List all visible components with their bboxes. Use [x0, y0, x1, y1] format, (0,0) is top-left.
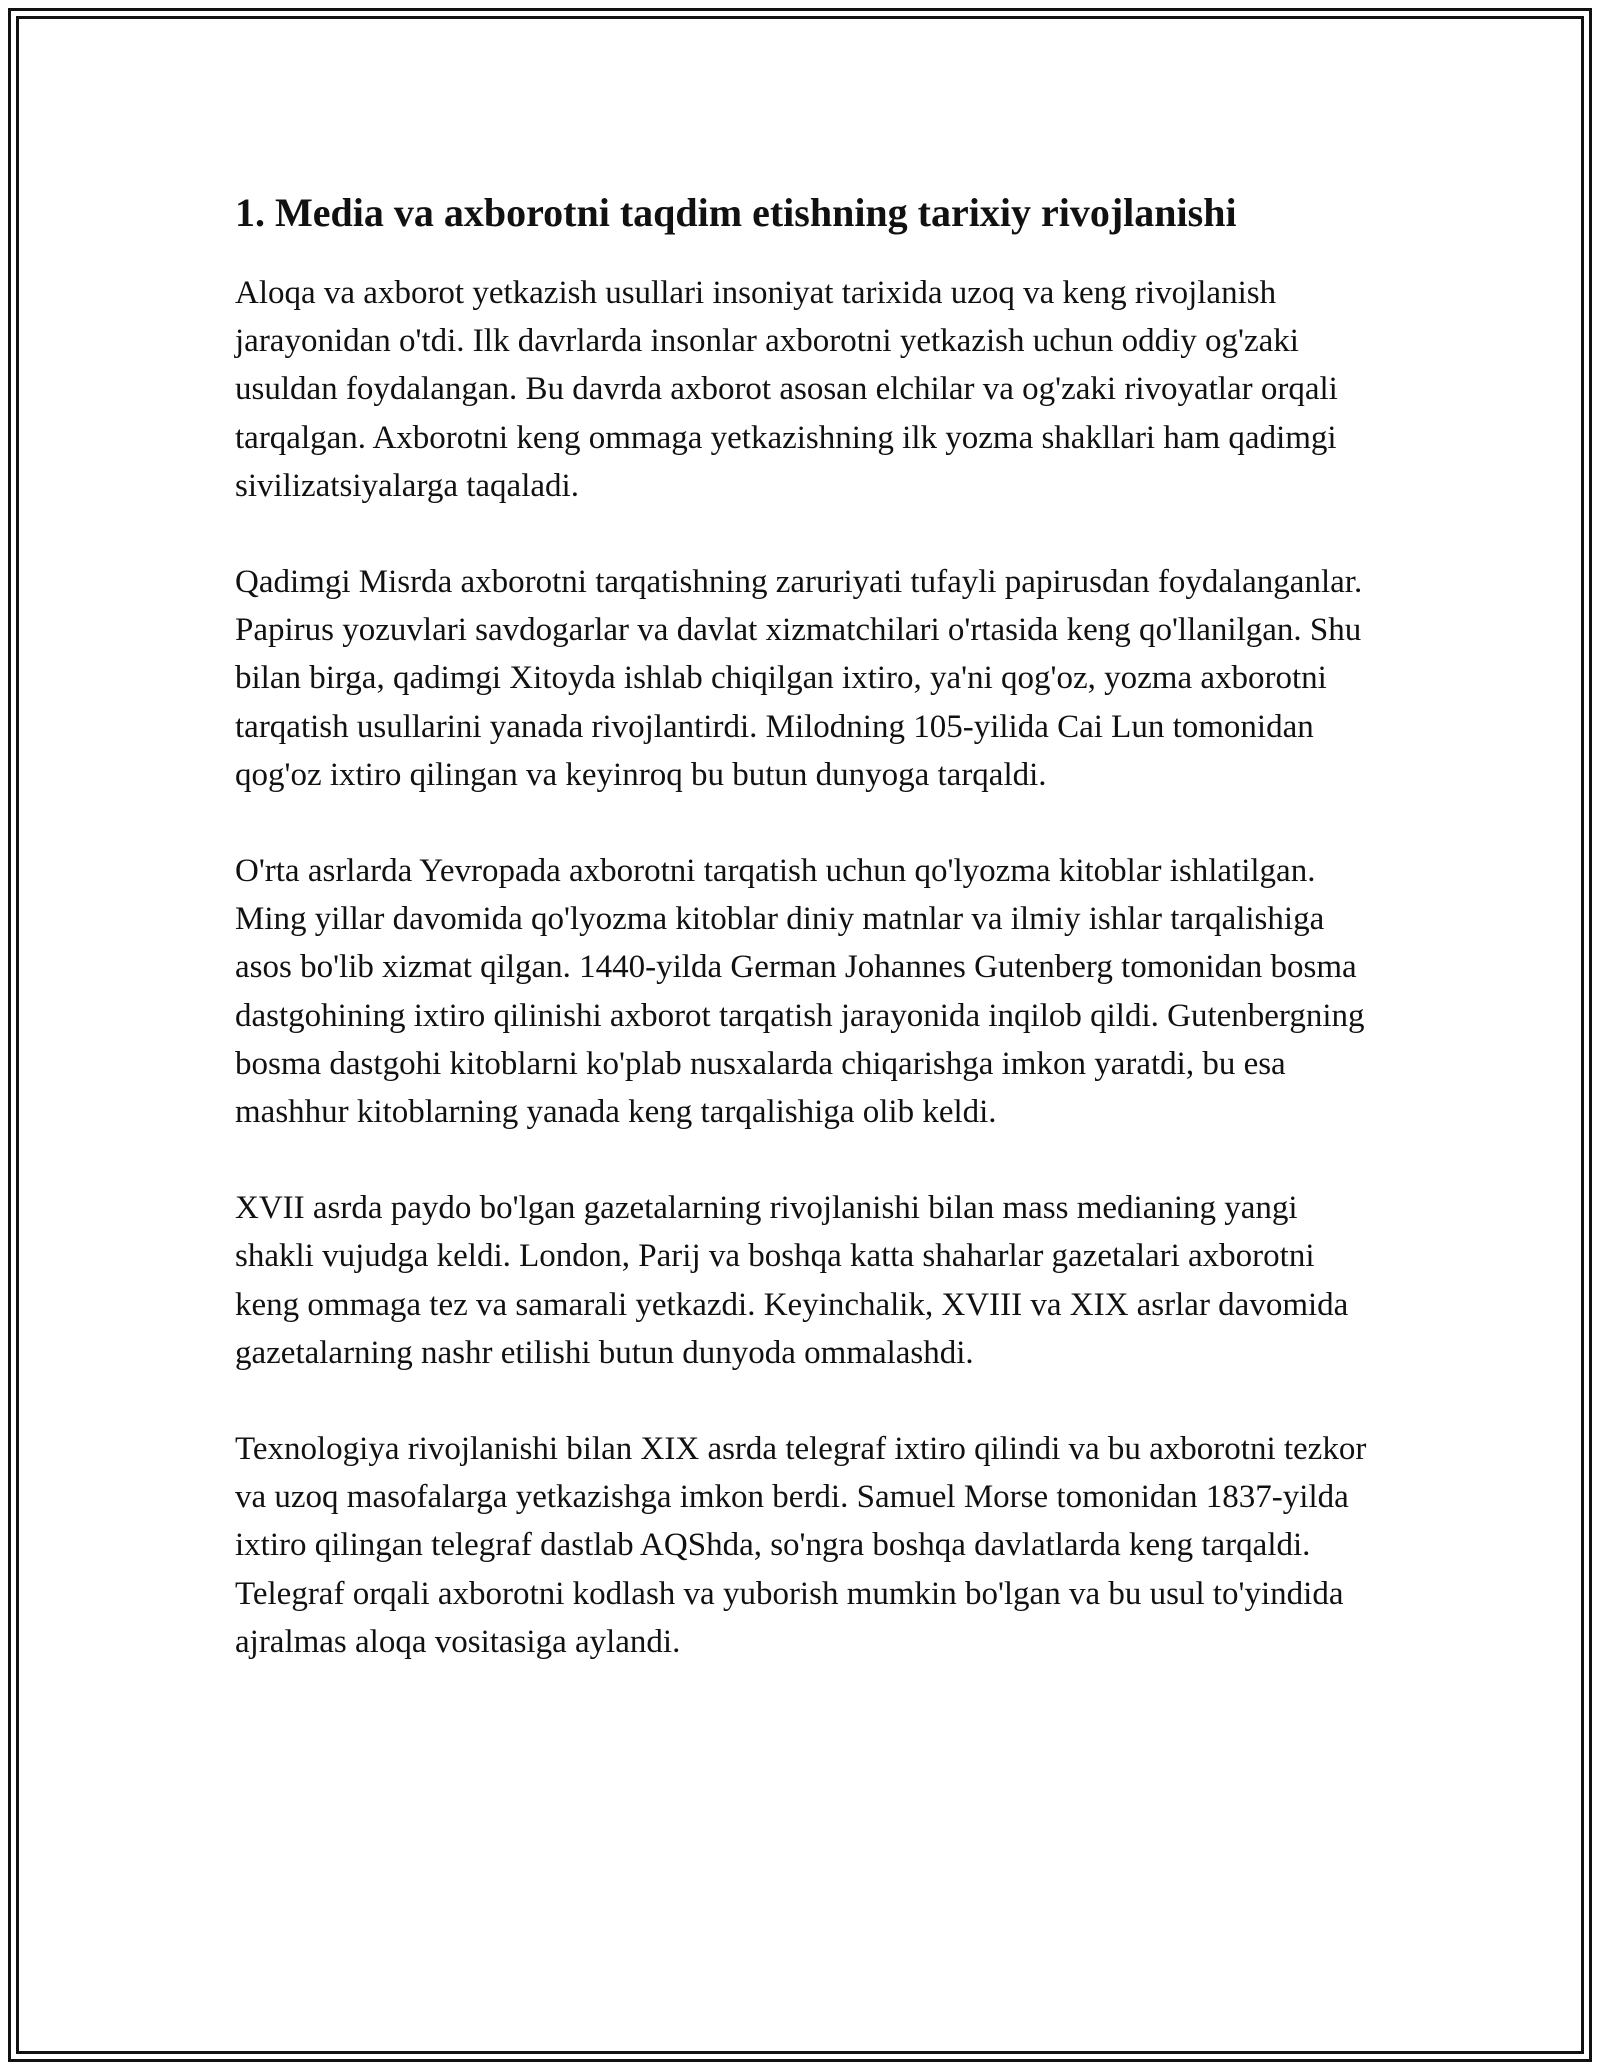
- paragraph-4: XVII asrda paydo bo'lgan gazetalarning rivojlanishi bilan mass medianing yangi shakli vujudga keldi. London, Parij va boshqa katta shaharlar gazetalari axborotni keng ommaga tez va samarali yetkazdi. Keyinchalik, XVIII va XIX asrlar davomida gazetalarning nashr etilishi butun dunyoda ommalashdi.: [235, 1190, 1349, 1371]
- document-body: [235, 185, 1375, 1714]
- paragraph-1: Aloqa va axborot yetkazish usullari insoniyat tarixida uzoq va keng rivojlanish jarayonidan o'tdi. Ilk davrlarda insonlar axborotni yetkazish uchun oddiy og'zaki usuldan foydalangan. Bu davrda axborot asosan elchilar va og'zaki rivoyatlar orqali tarqalgan. Axborotni keng ommaga yetkazishning ilk yozma shakllari ham qadimgi sivilizatsiyalarga taqaladi.: [235, 275, 1338, 504]
- section-heading: 1. Media va axborotni taqdim etishning tarixiy rivojlanishi: [235, 190, 1237, 235]
- paragraph-5: Texnologiya rivojlanishi bilan XIX asrda telegraf ixtiro qilindi va bu axborotni tezkor va uzoq masofalarga yetkazishga imkon berdi. Samuel Morse tomonidan 1837-yilda ixtiro qilingan telegraf dastlab AQShda, so'ngra boshqa davlatlarda keng tarqaldi. Telegraf orqali axborotni kodlash va yuborish mumkin bo'lgan va bu usul to'yindida ajralmas aloqa vositasiga aylandi.: [235, 1431, 1367, 1660]
- paragraph-3: O'rta asrlarda Yevropada axborotni tarqatish uchun qo'lyozma kitoblar ishlatilgan. Ming yillar davomida qo'lyozma kitoblar diniy matnlar va ilmiy ishlar tarqalishiga asos bo'lib xizmat qilgan. 1440-yilda German Johannes Gutenberg tomonidan bosma dastgohining ixtiro qilinishi axborot tarqatish jarayonida inqilob qildi. Gutenbergning bosma dastgohi kitoblarni ko'plab nusxalarda chiqarishga imkon yaratdi, bu esa mashhur kitoblarning yanada keng tarqalishiga olib keldi.: [235, 853, 1365, 1131]
- paragraph-2: Qadimgi Misrda axborotni tarqatishning zaruriyati tufayli papirusdan foydalanganlar. Papirus yozuvlari savdogarlar va davlat xizmatchilari o'rtasida keng qo'llanilgan. Shu bilan birga, qadimgi Xitoyda ishlab chiqilgan ixtiro, ya'ni qog'oz, yozma axborotni tarqatish usullarini yanada rivojlantirdi. Milodning 105-yilida Cai Lun tomonidan qog'oz ixtiro qilingan va keyinroq bu butun dunyoga tarqaldi.: [235, 564, 1363, 793]
